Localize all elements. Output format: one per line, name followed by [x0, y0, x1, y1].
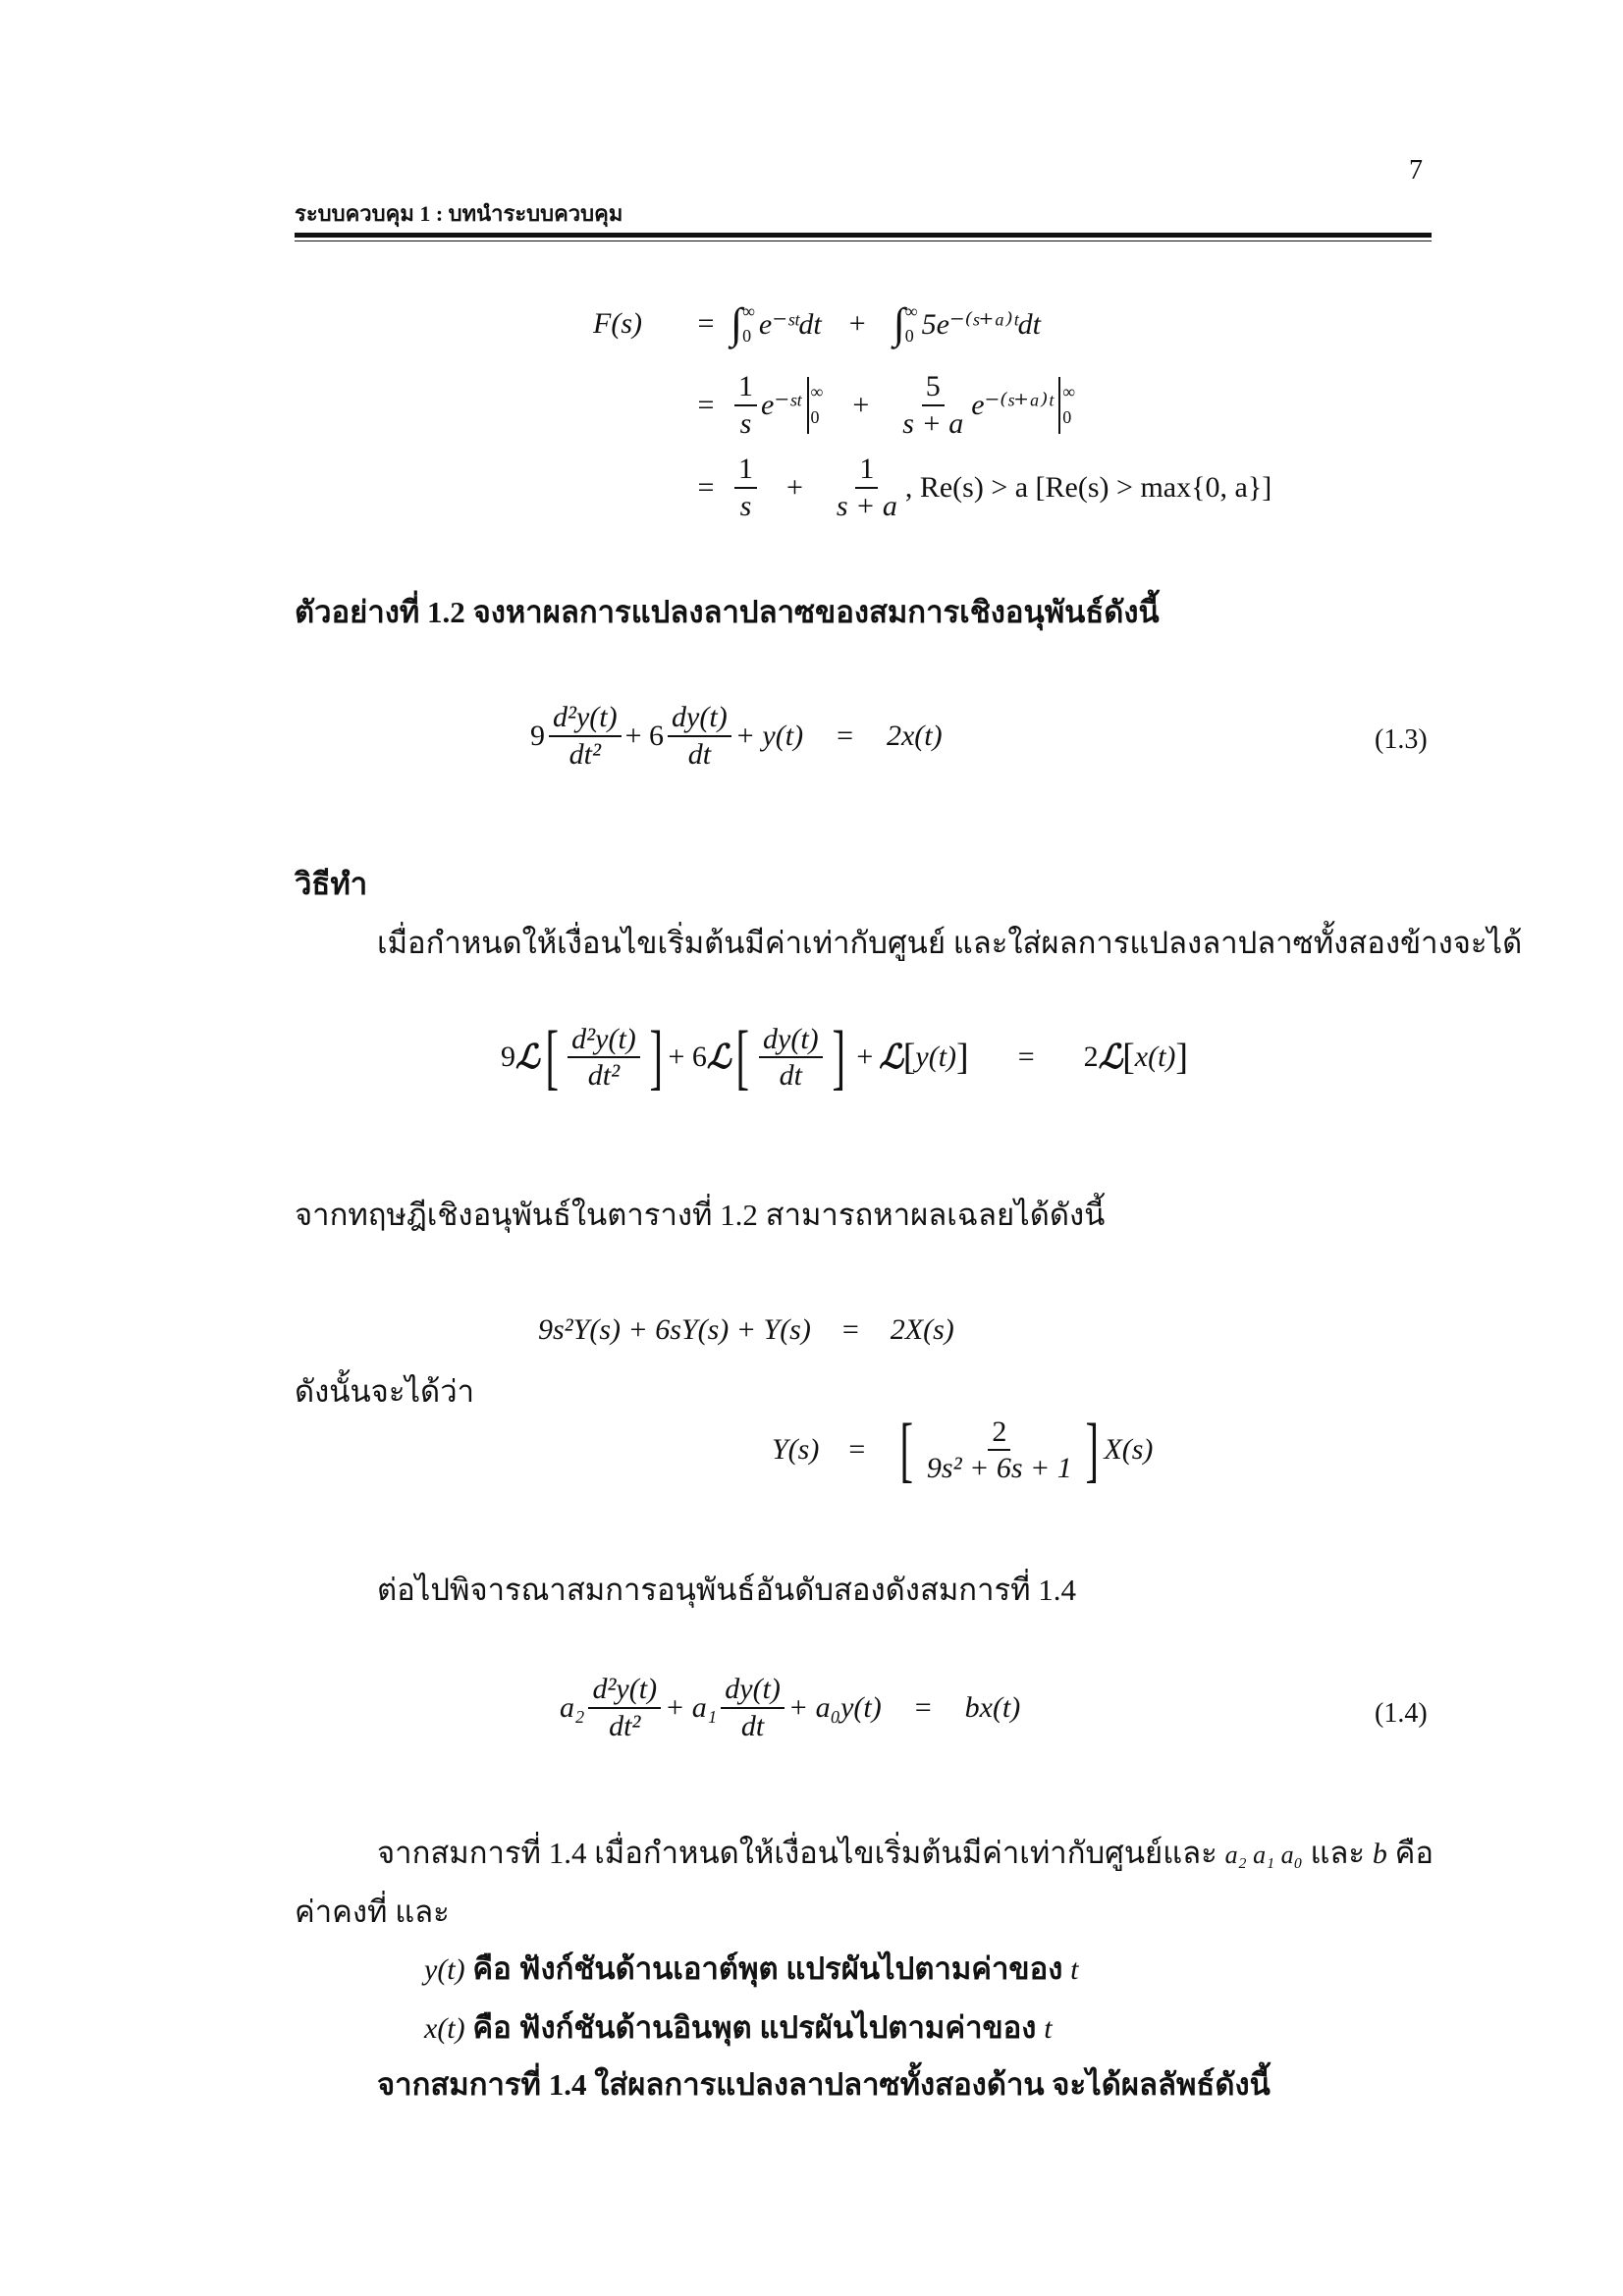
header-rule — [295, 233, 1432, 238]
example-label: ตัวอย่างที่ 1.2 — [295, 595, 465, 629]
first-derivative: $\frac{dy(t)}{dt}$ — [759, 1024, 823, 1092]
running-head: ระบบควบคุม 1 : บทนำระบบควบคุม — [295, 201, 623, 226]
constant-symbols: a₂ a₁ a₀ — [1224, 1841, 1303, 1869]
region-of-convergence: , Re(s) > a [Re(s) > max{0, a}] — [904, 470, 1272, 504]
equation-laplace: 9 ℒ [ $\frac{\text{d²y(t)}}{\text{dt²}}$ ] + 6 ℒ [ $\frac{dy(t)}{dt}$ ] + ℒ [ y(t) ] = 2 ℒ [ x(t) ] — [501, 1017, 1189, 1097]
fraction-2: $\frac{1}{s + a}$ — [836, 453, 897, 522]
second-derivative: $\frac{\text{d²y(t)}}{\text{dt²}}$ — [588, 1674, 661, 1741]
coef-rhs: 2 — [1083, 1041, 1099, 1073]
page-number: 7 — [1409, 155, 1423, 186]
and-text: และ — [1302, 1836, 1373, 1870]
paragraph-3: ดังนั้นจะได้ว่า — [295, 1374, 475, 1409]
integral-icon-2: ∫ — [893, 299, 905, 348]
coef: 9 — [501, 1041, 515, 1073]
eval-limits: ∞ 0 — [810, 382, 824, 427]
second-derivative: $\frac{\text{d²y(t)}}{\text{dt²}}$ — [549, 702, 622, 770]
definition-x — [424, 2002, 1053, 2052]
coef-2: + 6 — [668, 1041, 707, 1073]
first-derivative: $\frac{dy(t)}{dt}$ — [721, 1674, 784, 1741]
definition-text: คือ ฟังก์ชันด้านอินพุต แปรผันไปตามค่าของ — [464, 2010, 1045, 2045]
fraction: $\frac{1}{s}$ — [734, 371, 757, 439]
second-derivative: $\frac{\text{d²y(t)}}{\text{dt²}}$ — [568, 1024, 640, 1092]
definition-y — [424, 1944, 1078, 1993]
plus: + — [852, 388, 870, 421]
fraction-2: $\frac{5}{s + a}$ — [902, 370, 964, 440]
equals: = — [697, 470, 715, 504]
plus: + — [848, 307, 866, 341]
equation-Y — [772, 1410, 1154, 1490]
derivation-line-3 — [681, 454, 1271, 521]
equation-1-4 — [560, 1674, 1020, 1741]
coef: 9 — [530, 719, 545, 752]
header-rule-thin — [295, 240, 1432, 241]
bracket-left: [ — [545, 1017, 559, 1097]
example-heading — [295, 587, 1160, 636]
exp-term: e⁻ˢᵗ — [761, 389, 801, 421]
plus: + — [856, 1041, 874, 1073]
equation-number-1-3: (1.3) — [1375, 724, 1428, 755]
transfer-fraction: $\frac{2}{\text{9s² + 6s + 1}}$ — [926, 1415, 1072, 1484]
paragraph-5 — [377, 1828, 1434, 1877]
equation-s-domain — [538, 1313, 954, 1347]
equals: = — [914, 1690, 932, 1724]
coef-2: + 6 — [624, 719, 665, 752]
paragraph-1: เมื่อกำหนดให้เงื่อนไขเริ่มต้นมีค่าเท่ากับศูนย์ และใส่ผลการแปลงลาปลาซทั้งสองข้างจะได้ — [377, 926, 1523, 960]
integral-icon: ∫ — [730, 299, 743, 348]
rhs: 2x(t) — [886, 719, 943, 752]
eval-limits-2: ∞ 0 — [1062, 382, 1076, 427]
equals: = — [697, 388, 715, 421]
laplace-operator: ℒ — [515, 1038, 540, 1077]
integrand-2: 5e⁻⁽ˢ⁺ᵃ⁾ᵗdt — [921, 307, 1041, 341]
rhs: 2X(s) — [890, 1313, 954, 1346]
definition-text: คือ ฟังก์ชันด้านเอาต์พุต แปรผันไปตามค่าของ — [464, 1951, 1071, 1986]
integral-limits-2: ∞ 0 — [904, 301, 918, 347]
lhs: 9s²Y(s) + 6sY(s) + Y(s) — [538, 1313, 811, 1346]
is-text: คือ — [1386, 1836, 1434, 1870]
plus: + — [786, 470, 803, 504]
equals: = — [837, 719, 853, 752]
first-derivative: $\frac{dy(t)}{dt}$ — [668, 702, 731, 770]
paragraph-4: ต่อไปพิจารณาสมการอนุพันธ์อันดับสองดังสมการที่ 1.4 — [377, 1573, 1077, 1607]
symbol-t: t — [1044, 2012, 1053, 2045]
paragraph-6: จากสมการที่ 1.4 ใส่ผลการแปลงลาปลาซทั้งสองด้าน จะได้ผลลัพธ์ดังนี้ — [377, 2067, 1271, 2102]
equals: = — [848, 1433, 866, 1466]
arg-y: y(t) — [915, 1041, 957, 1073]
symbol-y: y(t) — [424, 1953, 465, 1986]
example-text: จงหาผลการแปลงลาปลาซของสมการเชิงอนุพันธ์ดังนี้ — [464, 595, 1160, 629]
evaluation-bar — [807, 377, 809, 434]
term: + a₀y(t) — [787, 1690, 882, 1724]
tail: X(s) — [1104, 1433, 1154, 1466]
derivation-line-1 — [593, 299, 1041, 348]
equals: = — [697, 307, 715, 341]
coef: a₂ — [560, 1690, 585, 1724]
symbol-x: x(t) — [424, 2012, 465, 2045]
term: + y(t) — [734, 719, 804, 752]
paragraph-5-text: จากสมการที่ 1.4 เมื่อกำหนดให้เงื่อนไขเริ่มต้นมีค่าเท่ากับศูนย์และ — [377, 1836, 1225, 1870]
integrand-1: e⁻ˢᵗdt — [758, 307, 822, 341]
paragraph-5-line-2: ค่าคงที่ และ — [295, 1895, 450, 1929]
equation-1-3 — [530, 702, 943, 770]
bracket-left: [ — [899, 1410, 914, 1490]
rhs: bx(t) — [964, 1690, 1021, 1724]
laplace-operator-4: ℒ — [1098, 1038, 1123, 1077]
equals: = — [1017, 1041, 1035, 1073]
bracket-left-2: [ — [735, 1017, 750, 1097]
solution-heading: วิธีทำ — [295, 867, 368, 901]
arg-x: x(t) — [1134, 1041, 1176, 1073]
fraction: $\frac{1}{s}$ — [734, 454, 757, 521]
constant-b: b — [1372, 1838, 1387, 1870]
equals: = — [841, 1313, 859, 1346]
evaluation-bar-2 — [1058, 377, 1060, 434]
coef-2: + a₁ — [665, 1690, 718, 1724]
laplace-operator-2: ℒ — [706, 1038, 731, 1077]
bracket-right-2: ] — [832, 1017, 845, 1097]
paragraph-2: จากทฤษฎีเชิงอนุพันธ์ในตารางที่ 1.2 สามารถหาผลเฉลยได้ดังนี้ — [295, 1198, 1106, 1232]
symbol-t: t — [1070, 1953, 1079, 1986]
laplace-operator-3: ℒ — [879, 1038, 903, 1077]
lhs: Y(s) — [772, 1433, 820, 1466]
lhs-F: F(s) — [593, 307, 642, 341]
bracket-right: ] — [1085, 1410, 1099, 1490]
exp-term-2: e⁻⁽ˢ⁺ᵃ⁾ᵗ — [971, 389, 1054, 421]
bracket-right: ] — [649, 1017, 663, 1097]
integral-limits: ∞ 0 — [742, 301, 755, 347]
derivation-line-2 — [681, 371, 1079, 439]
equation-number-1-4: (1.4) — [1375, 1698, 1428, 1729]
